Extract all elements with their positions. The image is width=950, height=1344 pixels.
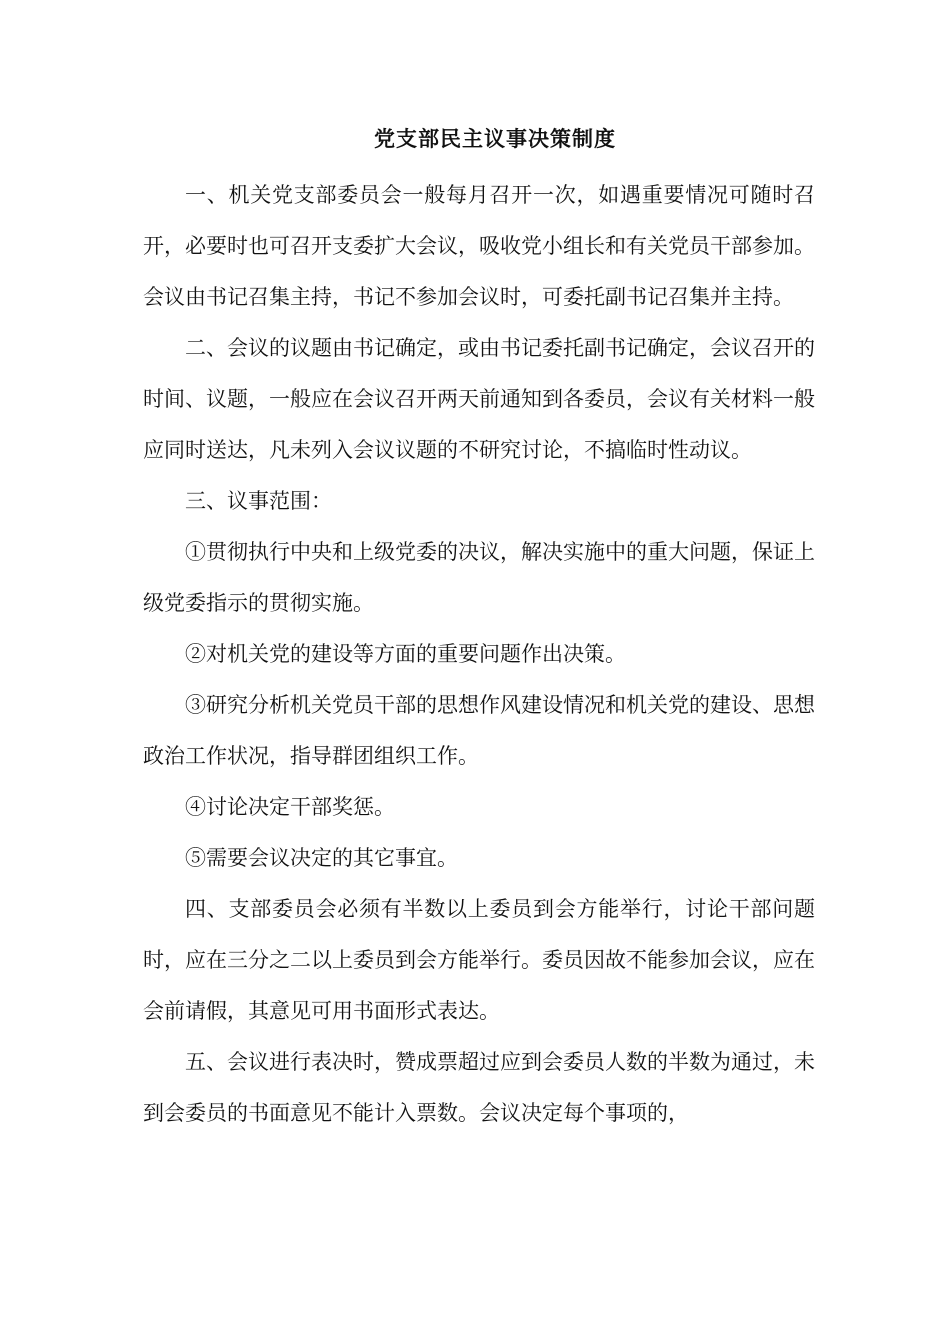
paragraph-scope-item-3: ③研究分析机关党员干部的思想作风建设情况和机关党的建设、思想政治工作状况，指导群团组织工作。 <box>143 693 815 768</box>
document-body <box>143 170 815 1139</box>
paragraph-voting: 五、会议进行表决时，赞成票超过应到会委员人数的半数为通过，未到会委员的书面意见不能计入票数。会议决定每个事项的， <box>143 1050 815 1125</box>
paragraph-scope-item-5: ⑤需要会议决定的其它事宜。 <box>185 846 458 870</box>
paragraph-quorum: 四、支部委员会必须有半数以上委员到会方能举行，讨论干部问题时，应在三分之二以上委员到会方能举行。委员因故不能参加会议，应在会前请假，其意见可用书面形式表达。 <box>143 897 815 1023</box>
paragraph-scope-item-4: ④讨论决定干部奖惩。 <box>185 795 395 819</box>
paragraph-meeting-agenda: 二、会议的议题由书记确定，或由书记委托副书记确定，会议召开的时间、议题，一般应在会议召开两天前通知到各委员，会议有关材料一般应同时送达，凡未列入会议议题的不研究讨论，不搞临时性动议。 <box>143 336 815 462</box>
paragraph-scope-item-2: ②对机关党的建设等方面的重要问题作出决策。 <box>185 642 626 666</box>
document-title: 党支部民主议事决策制度 <box>374 126 616 151</box>
paragraph-meeting-frequency: 一、机关党支部委员会一般每月召开一次，如遇重要情况可随时召开，必要时也可召开支委扩大会议，吸收党小组长和有关党员干部参加。会议由书记召集主持，书记不参加会议时，可委托副书记召集并主持。 <box>143 183 815 309</box>
paragraph-scope-heading: 三、议事范围： <box>185 489 332 513</box>
paragraph-scope-item-1: ①贯彻执行中央和上级党委的决议，解决实施中的重大问题，保证上级党委指示的贯彻实施。 <box>143 540 815 615</box>
